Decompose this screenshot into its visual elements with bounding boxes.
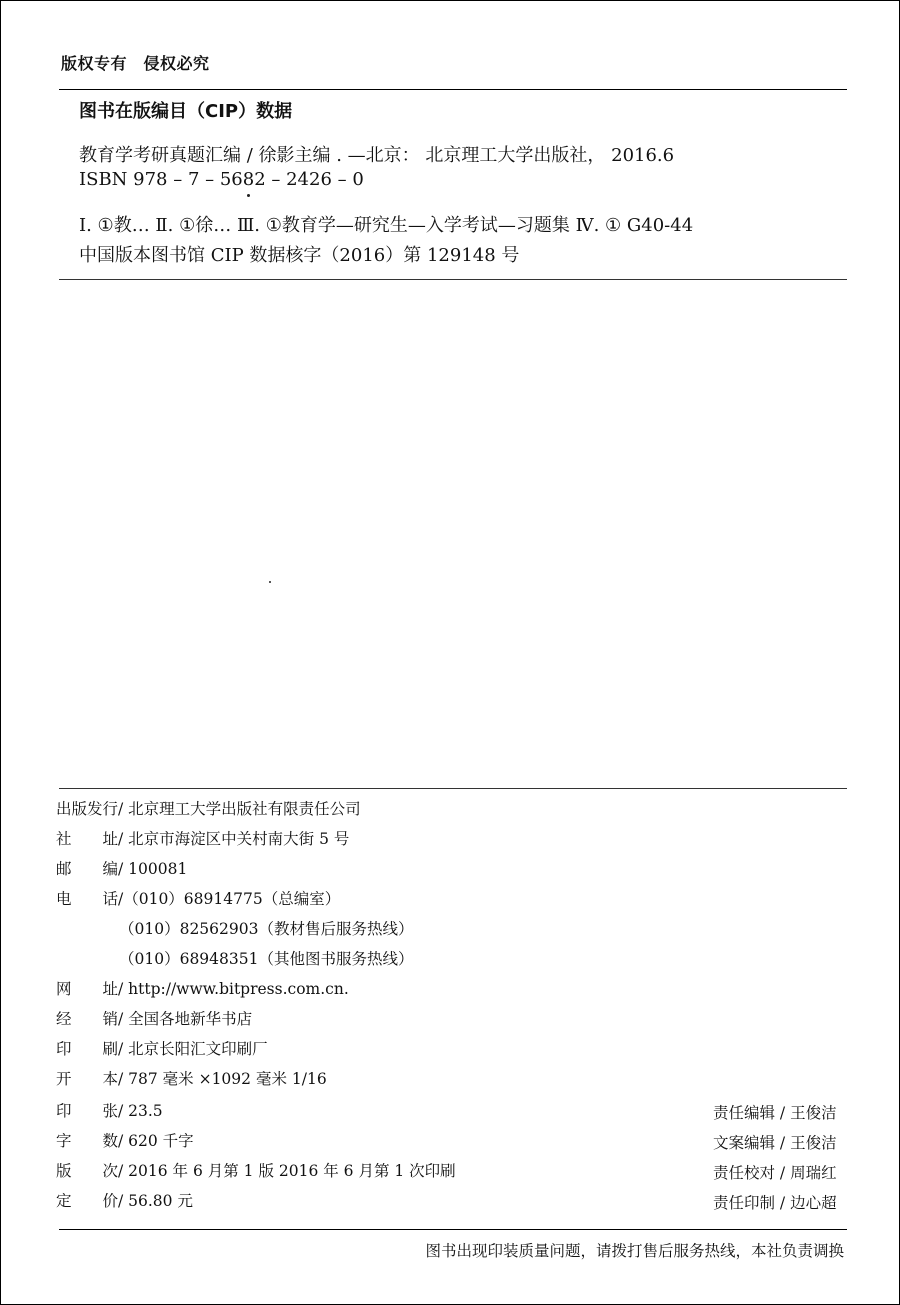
pub-label: 字 数 <box>56 1132 119 1150</box>
top-divider <box>59 89 847 90</box>
pub-value: / 100081 <box>118 860 188 878</box>
pub-row-price <box>56 1189 193 1211</box>
pub-value: / 620 千字 <box>118 1132 194 1150</box>
pub-label: 社 址 <box>56 830 119 848</box>
pub-label: 印 张 <box>56 1102 119 1120</box>
pub-value: / 56.80 元 <box>118 1192 193 1210</box>
footer-divider <box>59 1229 847 1230</box>
pub-value: / 23.5 <box>118 1102 163 1120</box>
pub-value: / 2016 年 6 月第 1 版 2016 年 6 月第 1 次印刷 <box>118 1162 456 1180</box>
cip-line-classification: Ⅰ. ①教… Ⅱ. ①徐… Ⅲ. ①教育学—研究生—入学考试—习题集 Ⅳ. ① G40-44 <box>79 215 694 236</box>
pub-row-website <box>56 977 349 999</box>
pub-label: 电 话 <box>56 890 119 908</box>
pub-label: 定 价 <box>56 1192 119 1210</box>
pub-label: 印 刷 <box>56 1040 119 1058</box>
pub-row-phone-aftersales: （010）82562903（教材售后服务热线） <box>119 920 414 938</box>
pub-row-address <box>56 827 349 849</box>
cip-line-title-author: 教育学考研真题汇编 / 徐影主编 . —北京： 北京理工大学出版社， 2016.6 <box>79 145 675 166</box>
pub-value: / 北京理工大学出版社有限责任公司 <box>118 800 361 818</box>
pub-value: / 北京长阳汇文印刷厂 <box>118 1040 268 1058</box>
cip-title: 图书在版编目（CIP）数据 <box>79 101 293 122</box>
quality-notice: 图书出现印装质量问题，请拨打售后服务热线，本社负责调换 <box>425 1242 844 1260</box>
pub-value: / 北京市海淀区中关村南大街 5 号 <box>118 830 350 848</box>
pub-row-edition <box>56 1159 456 1181</box>
pub-label: 开 本 <box>56 1070 119 1088</box>
cip-line-cip-number: 中国版本图书馆 CIP 数据核字（2016）第 129148 号 <box>79 245 520 266</box>
publication-divider <box>59 788 847 789</box>
editor-in-charge: 责任编辑 / 王俊洁 <box>713 1104 837 1122</box>
pub-label: 出版发行 <box>56 800 119 818</box>
pub-row-sheets <box>56 1099 163 1121</box>
print-supervisor: 责任印制 / 边心超 <box>713 1194 837 1212</box>
print-speck <box>269 581 271 583</box>
copyright-notice: 版权专有 侵权必究 <box>61 54 210 73</box>
pub-label: 邮 编 <box>56 860 119 878</box>
pub-row-format <box>56 1067 327 1089</box>
pub-value: /（010）68914775（总编室） <box>118 890 341 908</box>
pub-row-postcode <box>56 857 187 879</box>
pub-value: / http://www.bitpress.com.cn. <box>118 980 349 998</box>
print-speck <box>247 194 250 197</box>
pub-row-word-count <box>56 1129 194 1151</box>
copy-editor: 文案编辑 / 王俊洁 <box>713 1134 837 1152</box>
pub-label: 版 次 <box>56 1162 119 1180</box>
pub-label: 网 址 <box>56 980 119 998</box>
pub-row-phone <box>56 887 340 909</box>
pub-label: 经 销 <box>56 1010 119 1028</box>
proofreader: 责任校对 / 周瑞红 <box>713 1164 837 1182</box>
cip-line-isbn: ISBN 978 – 7 – 5682 – 2426 – 0 <box>79 169 364 190</box>
pub-row-publisher <box>56 797 361 819</box>
pub-row-distributor <box>56 1007 252 1029</box>
pub-value: / 787 毫米 ×1092 毫米 1/16 <box>118 1070 327 1088</box>
cip-bottom-divider <box>59 279 847 280</box>
pub-value: / 全国各地新华书店 <box>118 1010 253 1028</box>
pub-row-printer <box>56 1037 268 1059</box>
pub-row-phone-other: （010）68948351（其他图书服务热线） <box>119 950 414 968</box>
